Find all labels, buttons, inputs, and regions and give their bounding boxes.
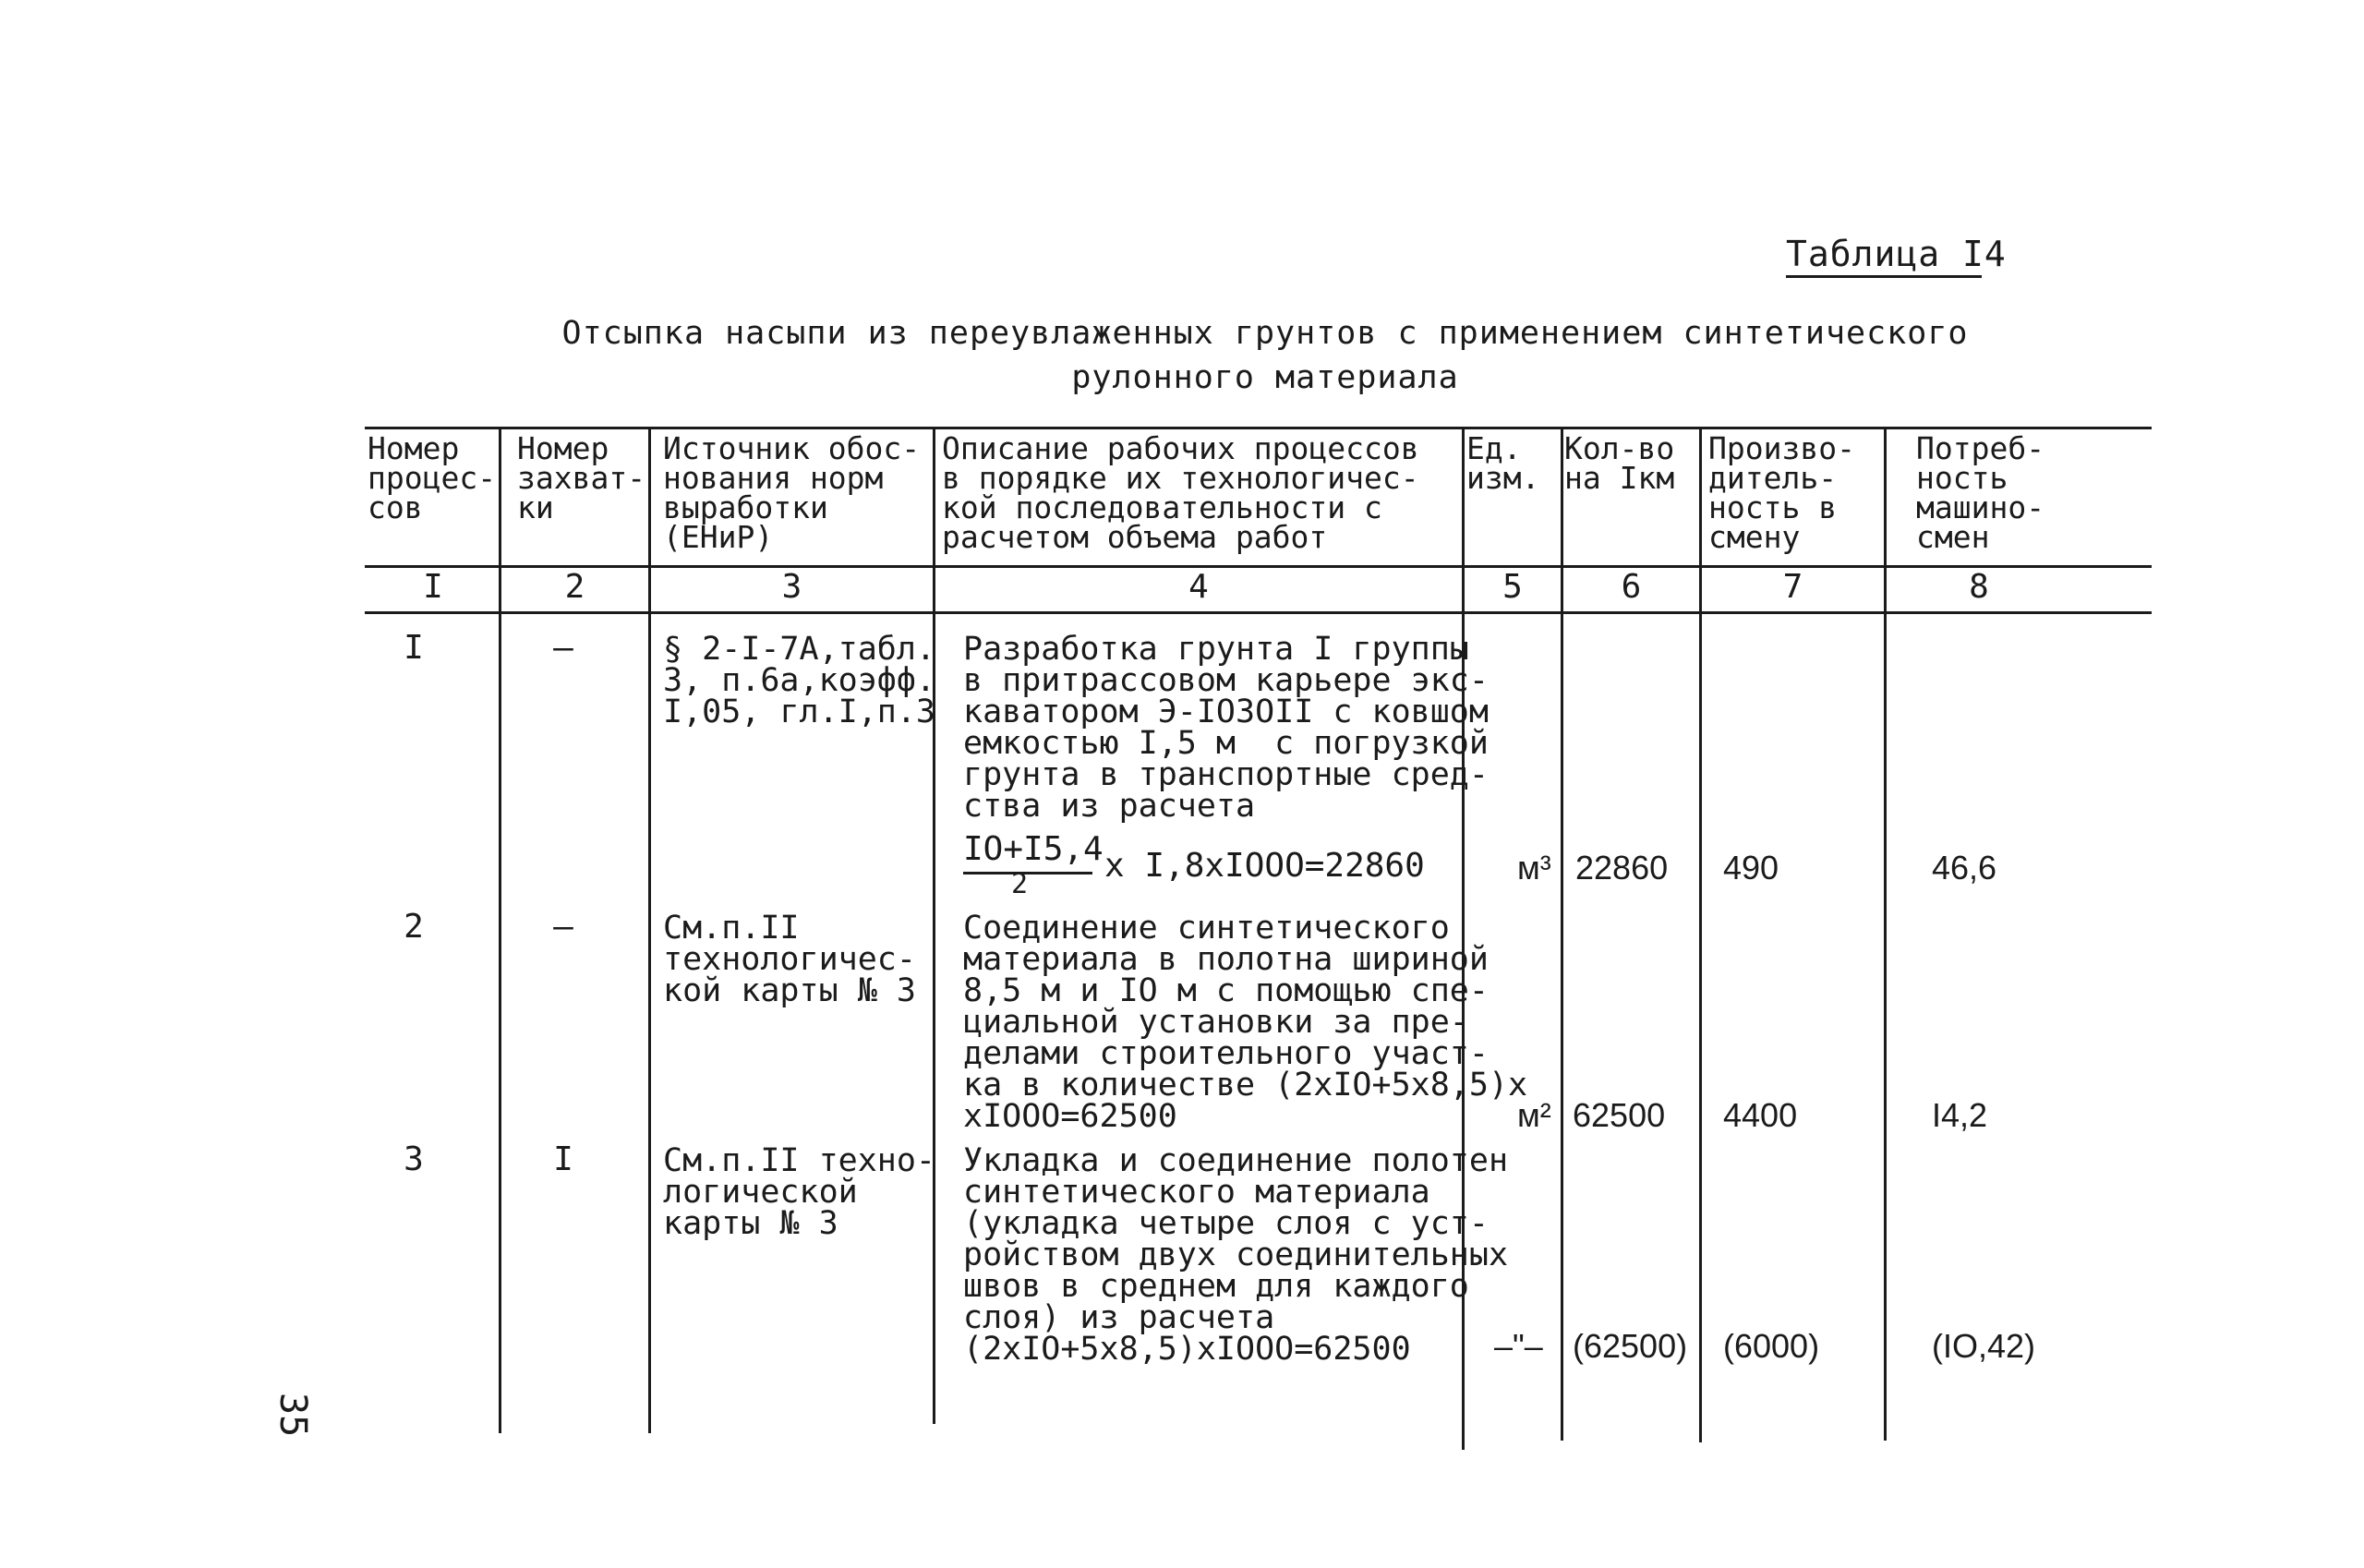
table-label: Таблица I4 <box>1786 234 2007 274</box>
row-1-formula-numerator: IO+I5,4 <box>963 830 1104 868</box>
row-1-process: I <box>404 629 424 667</box>
row-2-productivity: 4400 <box>1723 1096 1798 1134</box>
row-2-source: См.п.II технологичес- кой карты № 3 <box>663 910 916 1009</box>
column-number-1: I <box>423 568 443 606</box>
header-grip-number: Номер захват- ки <box>517 430 646 525</box>
column-number-2: 2 <box>564 568 585 606</box>
column-number-4: 4 <box>1188 568 1209 606</box>
row-2-machine-shifts: I4,2 <box>1932 1096 1988 1134</box>
header-process-description: Описание рабочих процессов в порядке их технологичес- кой последовательности с расчетом объема работ <box>942 430 1419 555</box>
column-number-7: 7 <box>1782 568 1803 606</box>
header-norm-source: Источник обос- нования норм выработки (ЕНиР) <box>663 430 921 555</box>
row-1-formula-denominator: 2 <box>1011 868 1029 900</box>
table-label-underline <box>1786 275 1982 278</box>
row-3-machine-shifts: (IO,42) <box>1932 1327 2036 1365</box>
row-3-grip: I <box>553 1140 573 1178</box>
column-number-8: 8 <box>1969 568 1989 606</box>
row-2-description: Соединение синтетического материала в полотна шириной 8,5 м и IO м с помощью спе- циальной установки за пре- делами строительного участ- ка в количестве (2xIO+5x8,5)x xIOOO=62500 <box>963 910 1528 1135</box>
row-1-quantity: 22860 <box>1575 849 1669 887</box>
row-3-quantity: (62500) <box>1573 1327 1688 1365</box>
row-2-quantity: 62500 <box>1573 1096 1666 1134</box>
row-1-grip: – <box>553 629 573 667</box>
row-3-description: Укладка и соединение полотен синтетического материала (укладка четыре слоя с уст- ройством двух соединительных швов в среднем для каждого слоя) из расчета (2xIO+5x8,5)xIOOO=62500 <box>963 1142 1509 1368</box>
table-title-line-1: Отсыпка насыпи из переувлаженных грунтов с применением синтетического <box>561 315 1969 352</box>
row-3-process: 3 <box>404 1140 424 1178</box>
row-2-grip: – <box>553 908 573 946</box>
header-process-number: Номер процес- сов <box>368 430 497 525</box>
row-1-productivity: 490 <box>1723 849 1779 887</box>
column-number-6: 6 <box>1621 568 1642 606</box>
row-2-process: 2 <box>404 908 424 946</box>
header-quantity: Кол-во на Iкм <box>1564 430 1675 496</box>
header-unit: Ед. изм. <box>1466 430 1540 496</box>
column-number-3: 3 <box>781 568 802 606</box>
row-1-description: Разработка грунта I группы в притрассовом карьере экс- каватором Э-IO3OII с ковшом емкостью I,5 м с погрузкой грунта в транспортные сред- ства из расчета <box>963 631 1489 825</box>
column-number-5: 5 <box>1502 568 1523 606</box>
header-machine-shifts: Потреб- ность машино- смен <box>1916 430 2045 555</box>
row-1-machine-shifts: 46,6 <box>1932 849 1997 887</box>
row-3-unit: –"– <box>1494 1327 1543 1365</box>
row-1-source: § 2-I-7А,табл. 3, п.6а,коэфф. I,05, гл.I,п.3 <box>663 631 936 730</box>
page-number: 35 <box>271 1393 314 1438</box>
row-1-unit: м³ <box>1517 849 1551 887</box>
row-2-unit: м² <box>1517 1096 1551 1134</box>
row-3-productivity: (6000) <box>1723 1327 1820 1365</box>
header-productivity: Произво- дитель- ность в смену <box>1708 430 1855 555</box>
row-1-formula-rest: x I,8xIOOO=22860 <box>1104 847 1425 885</box>
row-3-source: См.п.II техно- логической карты № 3 <box>663 1142 936 1242</box>
table-title-line-2: рулонного материала <box>1071 359 1459 396</box>
